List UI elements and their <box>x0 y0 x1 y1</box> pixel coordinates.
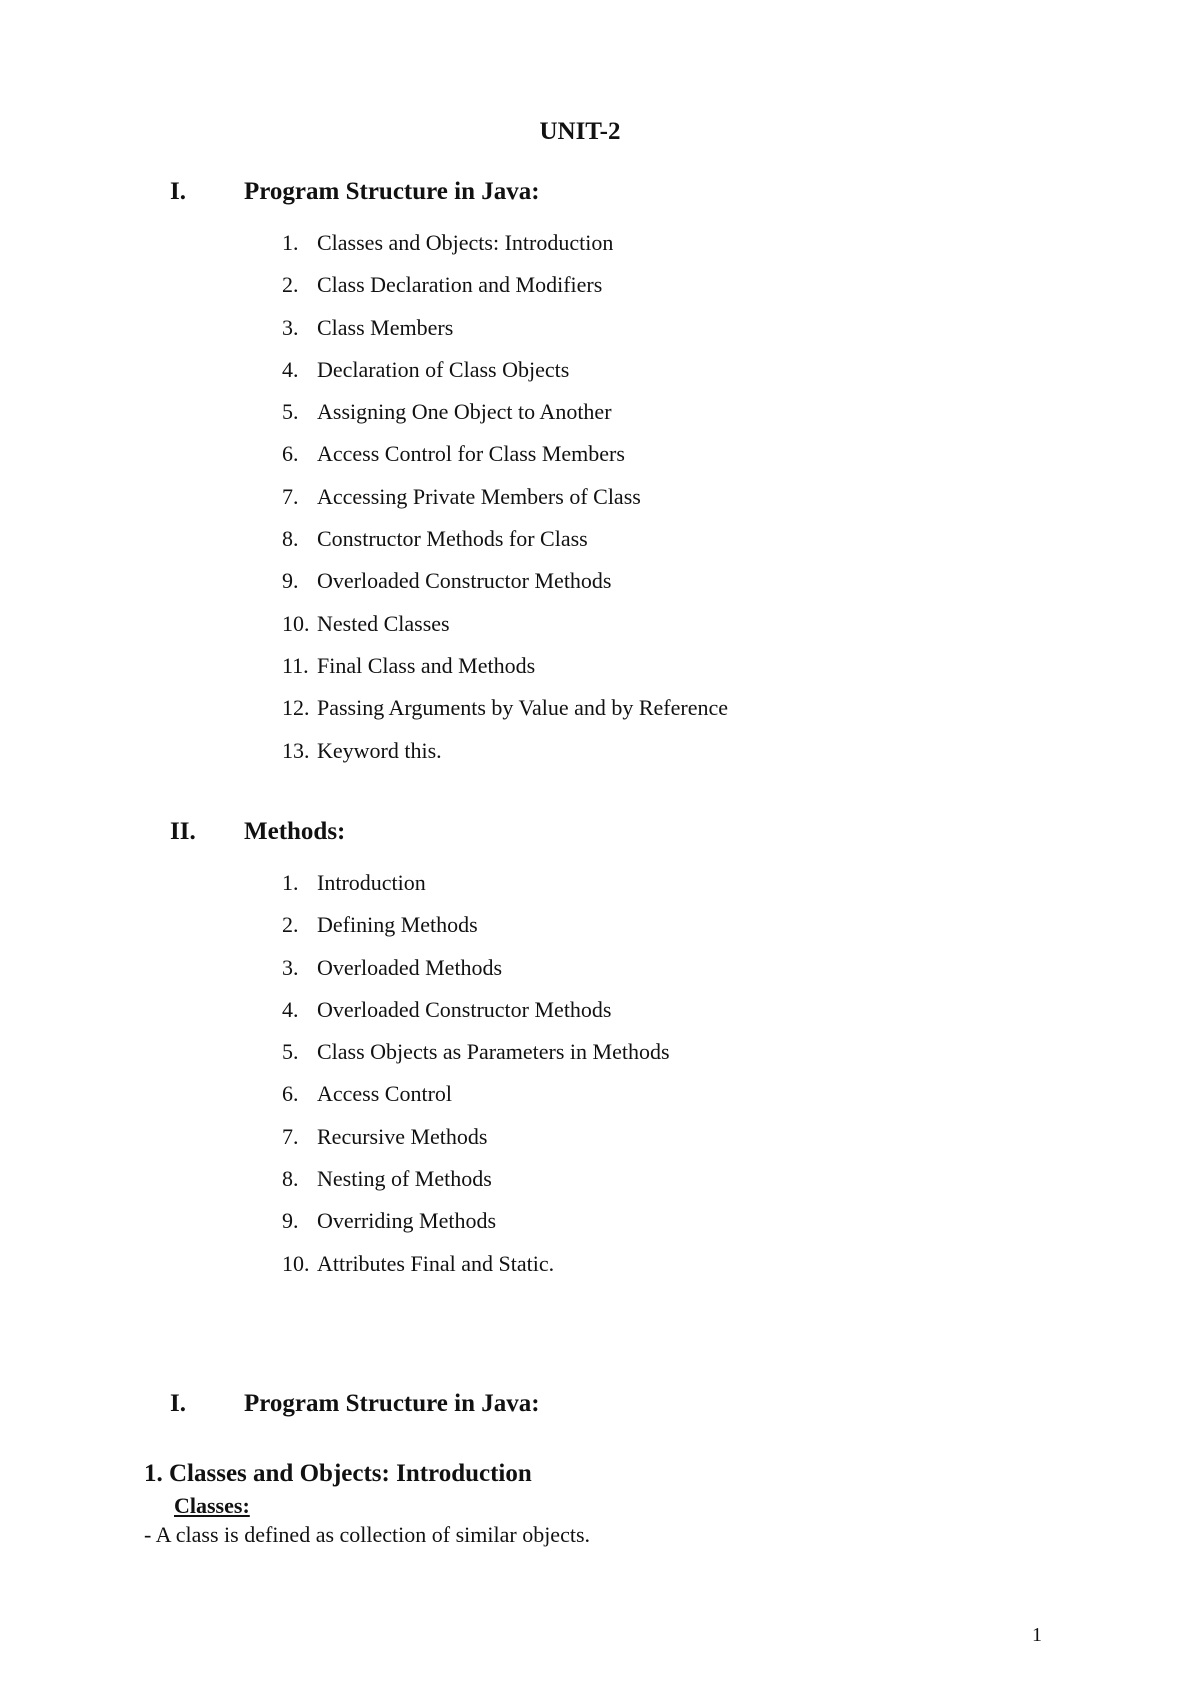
list-item-text: Final Class and Methods <box>317 652 536 678</box>
list-item <box>282 904 670 946</box>
section-heading-methods <box>170 818 345 846</box>
list-item-text: Class Objects as Parameters in Methods <box>317 1039 670 1065</box>
list-item-number: 7. <box>282 483 299 509</box>
list-item-text: Nested Classes <box>317 610 450 636</box>
list-item-number: 8. <box>282 526 299 552</box>
list-item <box>282 645 728 687</box>
section-numeral: II. <box>170 818 196 845</box>
list-item-number: 10. <box>282 610 310 636</box>
list-item-number: 2. <box>282 912 299 938</box>
unit-title: UNIT-2 <box>539 118 621 145</box>
section-numeral: I. <box>170 1390 186 1417</box>
list-item-text: Introduction <box>317 870 426 895</box>
list-item <box>282 1031 670 1073</box>
content-section-heading <box>170 1390 540 1418</box>
list-item <box>282 476 728 518</box>
list-item-number: 1. <box>282 870 299 895</box>
list-item-text: Access Control <box>317 1081 453 1107</box>
section-title: Program Structure in Java: <box>244 178 540 205</box>
program-structure-topic-list <box>282 222 728 772</box>
list-item-text: Declaration of Class Objects <box>317 356 570 382</box>
list-item-text: Access Control for Class Members <box>317 441 625 467</box>
list-item <box>282 989 670 1031</box>
list-item <box>282 222 728 264</box>
list-item <box>282 687 728 729</box>
list-item <box>282 518 728 560</box>
list-item <box>282 307 728 349</box>
section-heading-program-structure <box>170 178 540 206</box>
list-item <box>282 349 728 391</box>
list-item <box>282 1158 670 1200</box>
list-item <box>282 560 728 602</box>
list-item-text: Overloaded Constructor Methods <box>317 996 612 1022</box>
list-item <box>282 433 728 475</box>
list-item-number: 12. <box>282 695 310 721</box>
list-item-number: 3. <box>282 314 299 340</box>
list-item-number: 6. <box>282 441 299 467</box>
list-item <box>282 730 728 772</box>
list-item-number: 13. <box>282 737 310 763</box>
list-item-text: Nesting of Methods <box>317 1166 492 1192</box>
list-item <box>282 947 670 989</box>
list-item-number: 5. <box>282 399 299 425</box>
list-item-number: 4. <box>282 356 299 382</box>
section-numeral: I. <box>170 178 186 205</box>
list-item-text: Overloaded Methods <box>317 954 503 980</box>
list-item-text: Accessing Private Members of Class <box>317 483 641 509</box>
list-item-number: 6. <box>282 1081 299 1107</box>
list-item <box>282 1200 670 1242</box>
list-item <box>282 391 728 433</box>
list-item <box>282 1073 670 1115</box>
list-item-text: Keyword this. <box>317 737 442 763</box>
list-item <box>282 862 670 904</box>
list-item-text: Recursive Methods <box>317 1123 488 1149</box>
classes-subheading: Classes: <box>174 1493 250 1518</box>
section-title: Program Structure in Java: <box>244 1390 540 1417</box>
list-item-text: Overriding Methods <box>317 1208 497 1234</box>
list-item <box>282 1116 670 1158</box>
list-item-text: Overloaded Constructor Methods <box>317 568 612 594</box>
list-item-number: 5. <box>282 1039 299 1065</box>
topic-subheading: 1. Classes and Objects: Introduction <box>144 1460 532 1487</box>
body-text: - A class is defined as collection of similar objects. <box>144 1522 591 1547</box>
list-item-text: Passing Arguments by Value and by Reference <box>317 695 728 721</box>
page-number: 1 <box>1032 1624 1042 1646</box>
list-item-text: Defining Methods <box>317 912 478 938</box>
list-item-number: 1. <box>282 230 299 255</box>
list-item-text: Attributes Final and Static. <box>317 1250 555 1276</box>
list-item <box>282 264 728 306</box>
list-item-number: 9. <box>282 1208 299 1234</box>
list-item-number: 2. <box>282 272 299 298</box>
list-item <box>282 1243 670 1285</box>
list-item-number: 9. <box>282 568 299 594</box>
section-title: Methods: <box>244 818 346 845</box>
list-item-number: 10. <box>282 1250 310 1276</box>
list-item-text: Class Members <box>317 314 454 340</box>
list-item-number: 4. <box>282 996 299 1022</box>
list-item-number: 11. <box>282 652 309 678</box>
list-item-text: Classes and Objects: Introduction <box>317 230 614 255</box>
list-item-text: Constructor Methods for Class <box>317 526 588 552</box>
list-item <box>282 603 728 645</box>
list-item-number: 8. <box>282 1166 299 1192</box>
methods-topic-list <box>282 862 670 1285</box>
list-item-number: 7. <box>282 1123 299 1149</box>
list-item-number: 3. <box>282 954 299 980</box>
list-item-text: Class Declaration and Modifiers <box>317 272 603 298</box>
list-item-text: Assigning One Object to Another <box>317 399 612 425</box>
